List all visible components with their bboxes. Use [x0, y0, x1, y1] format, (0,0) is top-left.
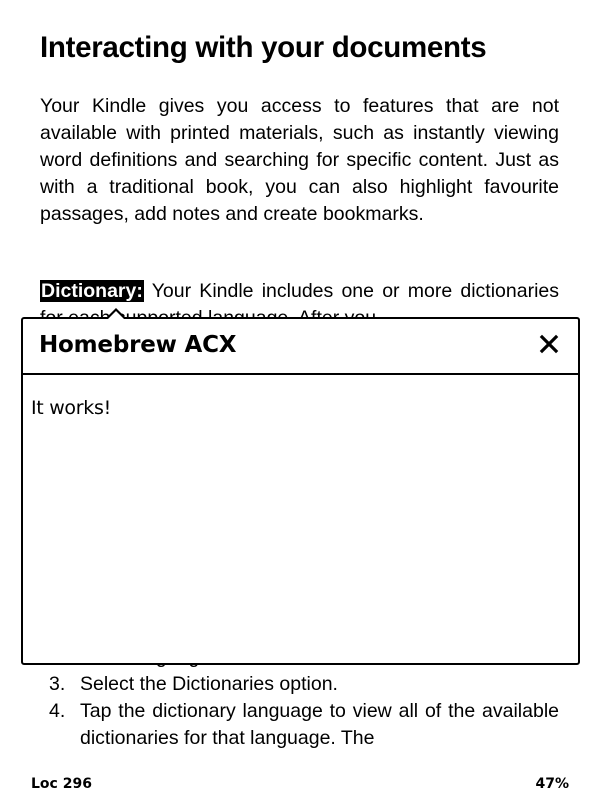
location-indicator: Loc 296 [31, 776, 92, 792]
list-item-number: 4. [49, 700, 66, 722]
popup-body-text: It works! [31, 397, 111, 419]
list-item-text: Tap the dictionary language to view all of the available dictionaries for that language. The [80, 700, 559, 749]
page-heading: Interacting with your documents [40, 31, 487, 64]
list-item-number: 3. [49, 673, 66, 695]
list-item [40, 671, 559, 698]
instruction-list [40, 671, 559, 752]
dictionary-text: Your Kindle includes one or more dictionaries [151, 280, 559, 302]
list-item-text: Select the Dictionaries option. [80, 673, 338, 695]
reading-progress: 47% [535, 776, 569, 792]
popup-header [23, 319, 578, 375]
popup-title: Homebrew ACX [39, 332, 237, 358]
intro-paragraph: Your Kindle gives you access to features that are not available with printed materials, such as instantly viewing word definitions and searching for specific content. Just as with a traditional book, you can also highlight favourite passages, add notes and create bookmarks. [40, 95, 559, 225]
close-icon[interactable] [538, 333, 560, 355]
highlighted-word[interactable]: Dictionary: [41, 280, 143, 302]
list-item [40, 698, 559, 752]
dictionary-popup[interactable] [21, 317, 580, 665]
